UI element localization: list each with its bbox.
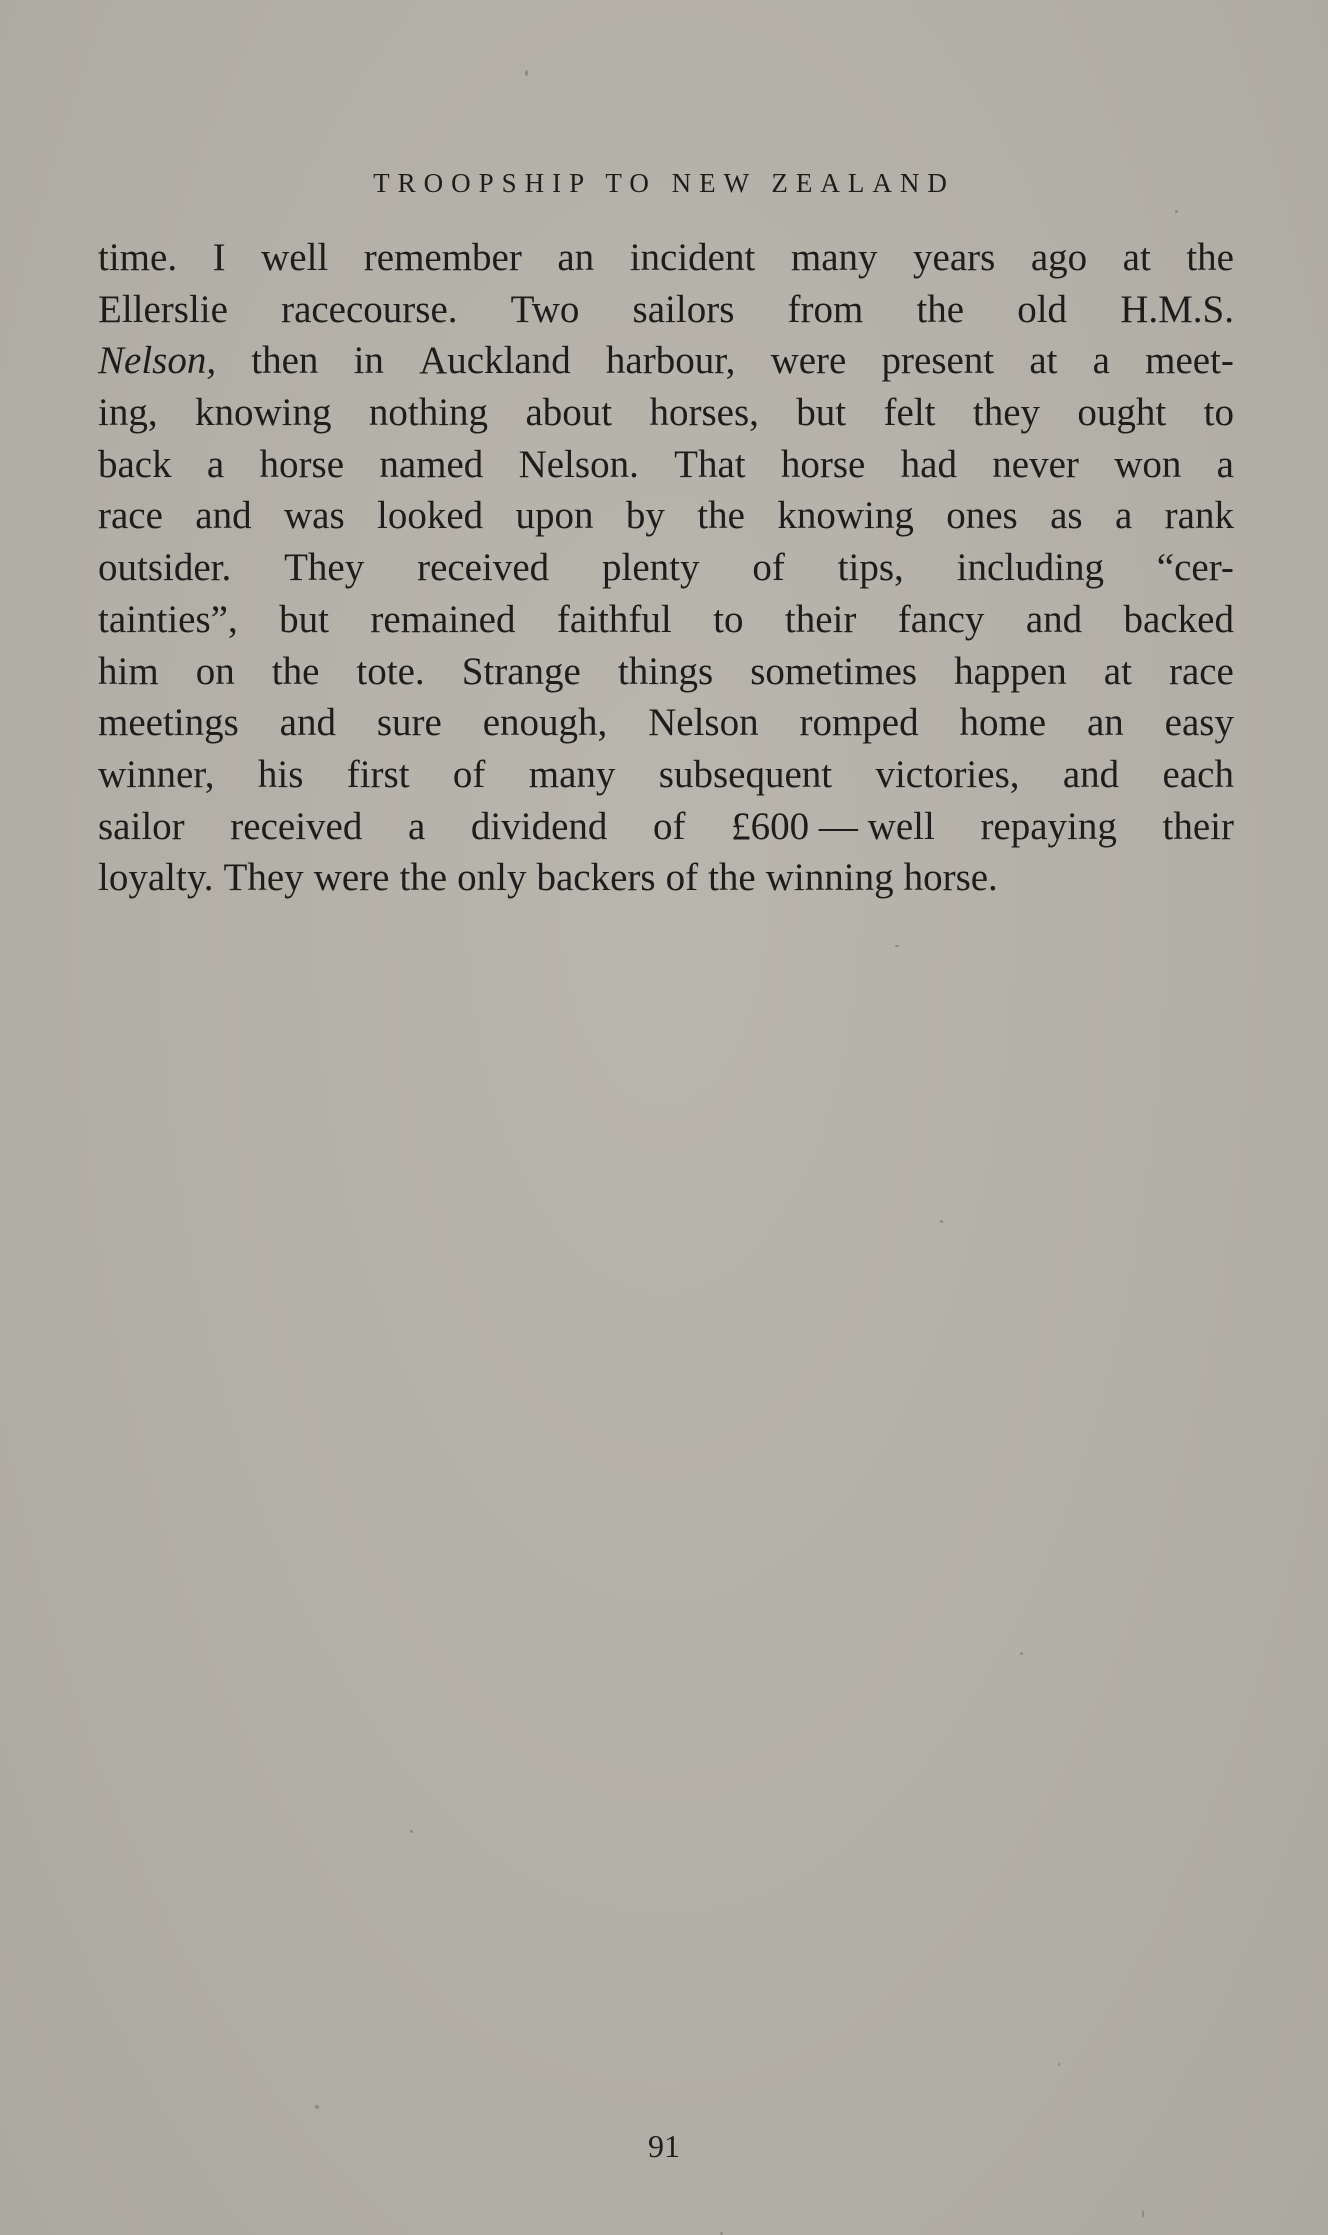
- word: only: [457, 856, 527, 900]
- word: a: [1092, 339, 1110, 383]
- word: first: [346, 752, 410, 796]
- word: well: [261, 236, 329, 279]
- word: as: [1050, 494, 1083, 538]
- word: the: [708, 856, 756, 900]
- word: sailors: [632, 287, 735, 331]
- word: victories,: [875, 752, 1020, 796]
- paper-speck: [410, 1830, 413, 1833]
- word: Auckland: [419, 339, 571, 383]
- word: of: [752, 546, 785, 590]
- word: ones: [946, 494, 1018, 538]
- text-line: [98, 232, 1234, 284]
- word: rank: [1164, 494, 1234, 538]
- word: “cer-: [1156, 546, 1234, 590]
- word: the: [271, 649, 320, 693]
- word: then: [251, 339, 319, 383]
- word: tote.: [356, 649, 425, 693]
- word: Nelson.: [518, 442, 639, 486]
- word: an: [1086, 701, 1124, 745]
- word: backed: [1123, 597, 1234, 641]
- word: racecourse.: [281, 287, 458, 331]
- running-head: TROOPSHIP TO NEW ZEALAND: [373, 168, 955, 198]
- word: their: [784, 597, 857, 641]
- word: They: [223, 856, 304, 900]
- word: but: [279, 597, 329, 641]
- word: meetings: [98, 701, 239, 745]
- word: on: [195, 649, 235, 693]
- text-line: [98, 439, 1234, 491]
- page-number: 91: [648, 2128, 680, 2164]
- word: had: [900, 442, 957, 486]
- word: knowing: [777, 494, 914, 538]
- word: the: [1186, 236, 1234, 279]
- word: about: [525, 391, 613, 435]
- paper-speck: [1175, 210, 1178, 213]
- word: never: [992, 442, 1079, 486]
- text-line: [98, 284, 1234, 336]
- word: fancy: [897, 597, 985, 641]
- word: present: [881, 339, 995, 383]
- word: to: [1203, 391, 1234, 435]
- paper-speck: [1142, 2210, 1144, 2218]
- word: the: [697, 494, 745, 538]
- word: loyalty.: [98, 856, 214, 900]
- word: subsequent: [658, 752, 833, 796]
- word: in: [353, 339, 384, 383]
- word: his: [257, 752, 304, 796]
- word: winner,: [98, 752, 215, 796]
- text-line: [98, 542, 1234, 594]
- word: upon: [515, 494, 594, 538]
- word: the: [916, 287, 965, 331]
- text-line: [98, 852, 1234, 904]
- word: repaying: [980, 804, 1117, 848]
- paper-speck: [1020, 1652, 1023, 1655]
- word: from: [787, 287, 864, 331]
- word: horse.: [903, 856, 998, 900]
- word: I: [212, 236, 226, 279]
- word: Two: [510, 287, 580, 331]
- word: a: [206, 442, 225, 486]
- word: H.M.S.: [1120, 287, 1234, 331]
- word: romped: [799, 701, 919, 745]
- word: nothing: [368, 391, 489, 435]
- word: ago: [1030, 236, 1088, 279]
- word: named: [379, 442, 484, 486]
- word: of: [452, 752, 486, 796]
- word: sometimes: [750, 649, 918, 693]
- word: faithful: [556, 597, 672, 641]
- word: Ellerslie: [98, 287, 228, 331]
- word: horse: [780, 442, 866, 486]
- paper-speck: [315, 2105, 319, 2109]
- word: winning: [765, 856, 894, 900]
- word: tips,: [837, 546, 904, 590]
- word: was: [283, 494, 345, 538]
- word: dividend: [470, 804, 608, 848]
- word: ought: [1077, 391, 1167, 435]
- word: of: [653, 804, 686, 848]
- word: him: [98, 649, 159, 693]
- word: they: [972, 391, 1041, 435]
- body-paragraph: [98, 232, 1234, 904]
- word: enough,: [482, 701, 608, 745]
- text-line: [98, 801, 1234, 853]
- word: race: [98, 494, 163, 538]
- word: were: [313, 856, 390, 900]
- word: time.: [98, 236, 178, 279]
- word: but: [796, 391, 847, 435]
- word: harbour,: [605, 339, 736, 383]
- word: at: [1103, 649, 1132, 693]
- word: at: [1122, 236, 1151, 279]
- word: incident: [629, 236, 756, 279]
- word: felt: [883, 391, 936, 435]
- word: meet-: [1145, 339, 1234, 383]
- word: Nelson,: [98, 339, 217, 383]
- word: They: [284, 546, 365, 590]
- word: ing,: [98, 391, 158, 435]
- word: received: [417, 546, 550, 590]
- word: horse: [259, 442, 345, 486]
- word: and: [1062, 752, 1120, 796]
- word: outsider.: [98, 546, 232, 590]
- word: to: [713, 597, 744, 641]
- text-line: [98, 646, 1234, 698]
- text-line: [98, 335, 1234, 387]
- word: a: [407, 804, 426, 848]
- word: including: [956, 546, 1104, 590]
- word: things: [617, 649, 714, 693]
- word: and: [1025, 597, 1083, 641]
- word: an: [557, 236, 595, 279]
- word: and: [279, 701, 336, 745]
- word: many: [528, 752, 616, 796]
- text-line: [98, 490, 1234, 542]
- paper-speck: [895, 945, 899, 947]
- word: looked: [377, 494, 484, 538]
- word: of: [665, 856, 699, 900]
- word: each: [1162, 752, 1234, 796]
- word: a: [1114, 494, 1133, 538]
- word: old: [1017, 287, 1068, 331]
- text-line: [98, 697, 1234, 749]
- word: back: [98, 442, 172, 486]
- word: £600 — well: [731, 804, 935, 848]
- paper-speck: [1058, 2063, 1060, 2066]
- word: race: [1168, 649, 1234, 693]
- text-line: [98, 594, 1234, 646]
- word: backers: [536, 856, 656, 900]
- word: remained: [370, 597, 516, 641]
- word: remember: [363, 236, 522, 279]
- word: sailor: [98, 804, 185, 848]
- word: received: [230, 804, 363, 848]
- paper-speck: [525, 70, 528, 76]
- word: Strange: [461, 649, 581, 693]
- text-line: [98, 387, 1234, 439]
- word: and: [195, 494, 252, 538]
- paper-speck: [940, 1220, 943, 1223]
- word: were: [770, 339, 847, 383]
- word: many: [790, 236, 878, 279]
- text-line: [98, 749, 1234, 801]
- word: easy: [1164, 701, 1234, 745]
- word: a: [1216, 442, 1234, 486]
- word: won: [1114, 442, 1182, 486]
- word: their: [1162, 804, 1234, 848]
- word: tainties”,: [98, 597, 238, 641]
- word: by: [625, 494, 665, 538]
- word: horses,: [649, 391, 759, 435]
- word: years: [913, 236, 996, 279]
- word: plenty: [602, 546, 700, 590]
- word: home: [959, 701, 1047, 745]
- word: That: [674, 442, 746, 486]
- word: the: [399, 856, 448, 900]
- word: at: [1029, 339, 1058, 383]
- word: knowing: [194, 391, 332, 435]
- word: happen: [954, 649, 1067, 693]
- word: Nelson: [648, 701, 759, 745]
- word: sure: [376, 701, 442, 745]
